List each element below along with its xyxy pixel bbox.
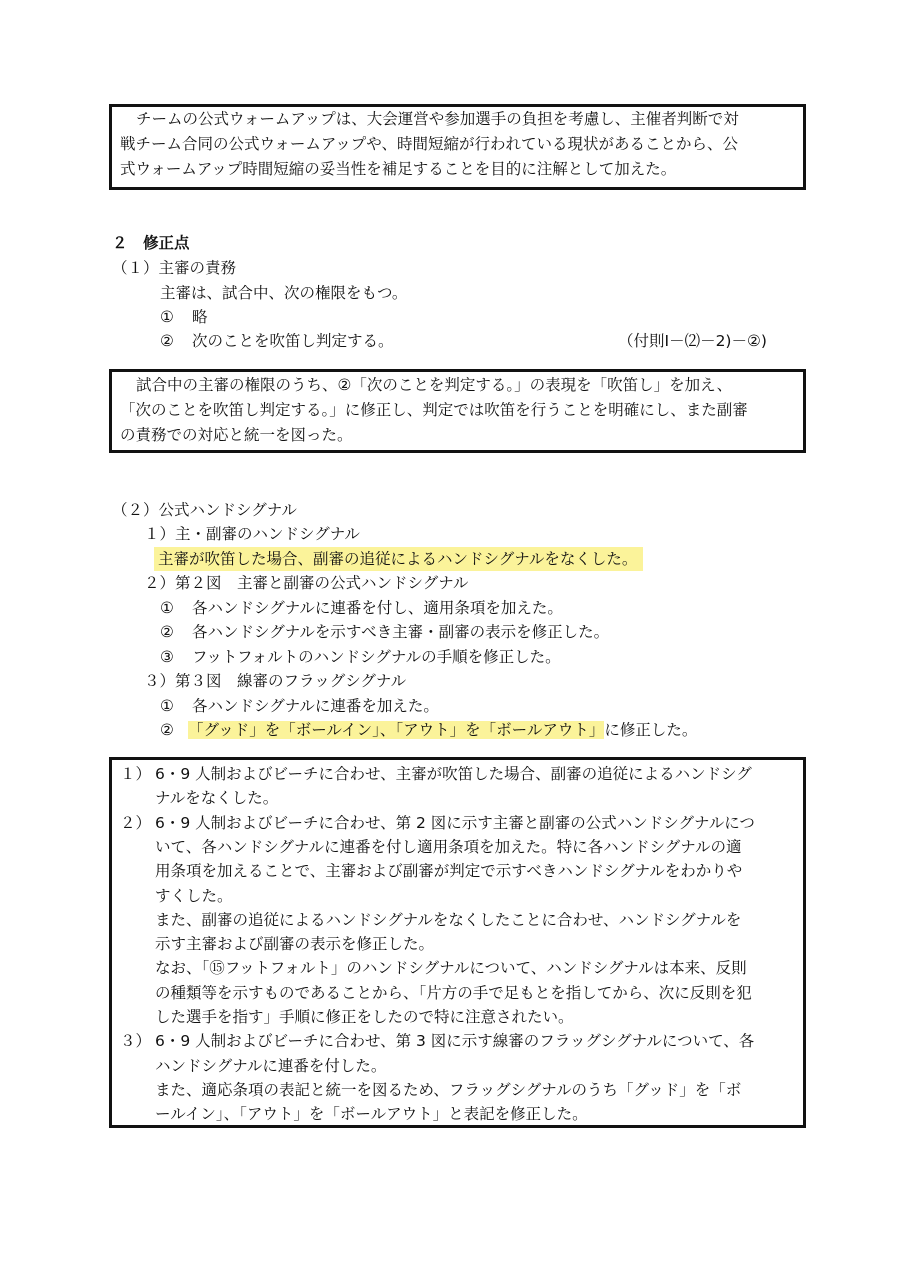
appendix-reference: （付則Ⅰ－⑵－2)－②) bbox=[618, 332, 767, 350]
note-box-signal-changes-line: いて、各ハンドシグナルに連番を付し適用条項を加えた。特に各ハンドシグナルの適 bbox=[155, 838, 742, 856]
note-box-whistle-line-2: 「次のことを吹笛し判定する。」に修正し、判定では吹笛を行うことを明確にし、また副審 bbox=[120, 401, 748, 419]
note-box-signal-changes-line: なお、「⑮フットフォルト」のハンドシグナルについて、ハンドシグナルは本来、反則 bbox=[155, 959, 747, 977]
note-box-signal-changes-line: 用条項を加えることで、主審および副審が判定で示すべきハンドシグナルをわかりや bbox=[155, 862, 743, 880]
note-box-signal-changes-line: ールイン」、「アウト」を「ボールアウト」と表記を修正した。 bbox=[155, 1105, 588, 1123]
note-box-whistle-line-1: 試合中の主審の権限のうち、②「次のことを判定する。」の表現を「吹笛し」を加え、 bbox=[136, 376, 733, 394]
note-box-signal-changes-line: また、副審の追従によるハンドシグナルをなくしたことに合わせ、ハンドシグナルを bbox=[155, 911, 742, 929]
note-box-signal-changes-line: 6・9 人制およびビーチに合わせ、第 2 図に示す主審と副審の公式ハンドシグナルにつ bbox=[155, 814, 755, 832]
hand-signals-point-2-item-2-number: ② bbox=[160, 623, 174, 641]
note-box-signal-changes-line: 示す主審および副審の表示を修正した。 bbox=[155, 935, 435, 953]
note-box-warmup-line-2: 戦チーム合同の公式ウォームアップや、時間短縮が行われている現状があることから、公 bbox=[120, 135, 738, 153]
hand-signals-point-3-item-2-number: ② bbox=[160, 721, 174, 739]
note-box-warmup-line-1: チームの公式ウォームアップは、大会運営や参加選手の負担を考慮し、主催者判断で対 bbox=[136, 110, 739, 128]
hand-signals-point-1-title: １）主・副審のハンドシグナル bbox=[144, 525, 360, 543]
hand-signals-point-2-item-3-number: ③ bbox=[160, 648, 174, 666]
subsection-title-referee-duties: （１）主審の責務 bbox=[112, 259, 237, 277]
hand-signals-point-3-item-1: 各ハンドシグナルに連番を加えた。 bbox=[192, 697, 439, 715]
note-box-signal-changes-item-number: ３） bbox=[120, 1032, 152, 1050]
hand-signals-point-2-item-3: フットフォルトのハンドシグナルの手順を修正した。 bbox=[192, 648, 561, 666]
referee-duties-item-2: 次のことを吹笛し判定する。 bbox=[192, 332, 394, 350]
note-box-whistle-line-3: の責務での対応と統一を図った。 bbox=[120, 426, 353, 444]
note-box-signal-changes-line: また、適応条項の表記と統一を図るため、フラッグシグナルのうち「グッド」を「ボ bbox=[155, 1081, 742, 1099]
highlighted-renaming: 「グッド」を「ボールイン」、「アウト」を「ボールアウト」 bbox=[188, 721, 605, 739]
hand-signals-point-2-item-1-number: ① bbox=[160, 599, 174, 617]
note-box-warmup-line-3: 式ウォームアップ時間短縮の妥当性を補足することを目的に注解として加えた。 bbox=[120, 160, 677, 178]
hand-signals-point-3-title: ３）第３図 線審のフラッグシグナル bbox=[144, 672, 407, 690]
note-box-signal-changes-line: すくした。 bbox=[155, 887, 233, 905]
note-box-signal-changes-line: 6・9 人制およびビーチに合わせ、主審が吹笛した場合、副審の追従によるハンドシグ bbox=[155, 765, 752, 783]
section-heading: ２ 修正点 bbox=[112, 234, 190, 252]
note-box-signal-changes-item-number: １） bbox=[120, 765, 152, 783]
renaming-suffix: に修正した。 bbox=[604, 721, 698, 739]
note-box-signal-changes-line: 6・9 人制およびビーチに合わせ、第 3 図に示す線審のフラッグシグナルについて、各 bbox=[155, 1032, 755, 1050]
hand-signals-point-2-title: ２）第２図 主審と副審の公式ハンドシグナル bbox=[144, 574, 469, 592]
referee-duties-item-1: 略 bbox=[192, 308, 208, 326]
hand-signals-point-3-item-2 bbox=[188, 718, 697, 742]
note-box-signal-changes-line: ハンドシグナルに連番を付した。 bbox=[155, 1057, 387, 1075]
note-box-signal-changes-line: した選手を指す」手順に修正をしたので特に注意されたい。 bbox=[155, 1008, 574, 1026]
hand-signals-point-2-item-1: 各ハンドシグナルに連番を付し、適用条項を加えた。 bbox=[192, 599, 563, 617]
note-box-signal-changes-item-number: ２） bbox=[120, 814, 152, 832]
hand-signals-point-3-item-1-number: ① bbox=[160, 697, 174, 715]
referee-duties-intro: 主審は、試合中、次の権限をもつ。 bbox=[160, 284, 408, 302]
hand-signals-point-1-text: 主審が吹笛した場合、副審の追従によるハンドシグナルをなくした。 bbox=[154, 547, 643, 571]
referee-duties-item-1-number: ① bbox=[160, 308, 174, 326]
note-box-signal-changes-line: ナルをなくした。 bbox=[155, 789, 279, 807]
note-box-signal-changes-line: の種類等を示すものであることから、「片方の手で足もとを指してから、次に反則を犯 bbox=[155, 984, 752, 1002]
referee-duties-item-2-number: ② bbox=[160, 332, 174, 350]
hand-signals-point-2-item-2: 各ハンドシグナルを示すべき主審・副審の表示を修正した。 bbox=[192, 623, 610, 641]
subsection-title-hand-signals: （２）公式ハンドシグナル bbox=[112, 501, 297, 519]
